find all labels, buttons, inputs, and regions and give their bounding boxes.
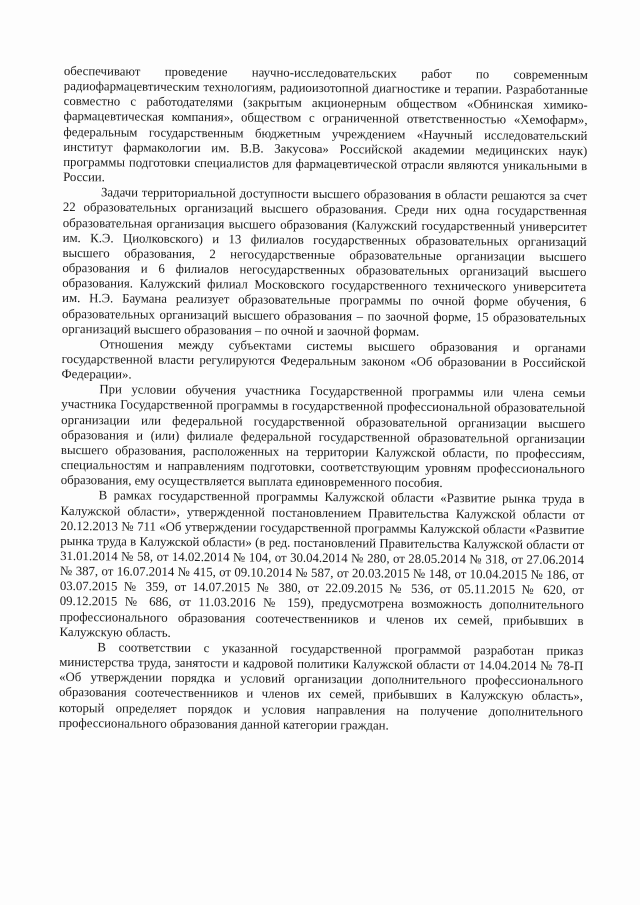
paragraph-territorial-access: Задачи территориальной доступности высшего образования в области решаются за счет 22 образовательных организаций высшего образования. Среди них одна государственная образовательная организация высшего образования (Калужский государственный университет им. К.Э. Циолковского) и 13 филиалов государственных образовательных организаций высшего образования, 2 негосударственные образовательные организации высшего образования и 6 филиалов негосударственных образовательных организаций высшего образования. Калужский филиал Московского государственного технического университета им. Н.Э. Баумана реализует образовательные программы по очной форме обучения, 6 образовательных организаций высшего образования – по заочной форме, 15 образовательных организаций высшего образования – по очной и заочной формам.	[61, 185, 588, 339]
paragraph-federal-law: Отношения между субъектами системы высшего образования и органами государственной власти регулируются Федеральным законом «Об образовании в Российской Федерации».	[61, 337, 586, 382]
document-body	[59, 64, 588, 735]
paragraph-lump-sum-benefit: При условии обучения участника Государственной программы или члена семьи участника Государственной программы в государственной профессиональной образовательной организации или федеральной государственной образовательной организации высшего образования и (или) филиале федеральной государственной образовательной организации высшего образования, расположенных на территории Калужской области, по профессиям, специальностям и направлениям подготовки, соответствующим уровням профессионального образования, ему осуществляется выплата единовременного пособия.	[60, 382, 586, 491]
paragraph-pharma-programs: обеспечивают проведение научно-исследовательских работ по современным радиофармацевтическим технологиям, радиоизотопной диагностике и терапии. Разработанные совместно с работодателями (закрытым акционерным обществом «Обнинская химико-фармацевтическая компания», обществом с ограниченной ответственностью «Хемофарм», федеральным государственным бюджетным учреждением «Научный исследовательский институт фармакологии им. В.В. Закусова» Российской академии медицинских наук) программы подготовки специалистов для фармацевтической отрасли являются уникальными в России.	[63, 64, 588, 185]
paragraph-labor-market-program: В рамках государственной программы Калужской области «Развитие рынка труда в Калужской области», утвержденной постановлением Правительства Калужской области от 20.12.2013 № 711 «Об утверждении государственной программы Калужской области «Развитие рынка труда в Калужской области» (в ред. постановлений Правительства Калужской области от 31.01.2014 № 58, от 14.02.2014 № 104, от 30.04.2014 № 280, от 28.05.2014 № 318, от 27.06.2014 № 387, от 16.07.2014 № 415, от 09.10.2014 № 587, от 20.03.2015 № 148, от 10.04.2015 № 186, от 03.07.2015 № 359, от 14.07.2015 № 380, от 22.09.2015 № 536, от 05.11.2015 № 620, от 09.12.2015 № 686, от 11.03.2016 № 159), предусмотрена возможность дополнительного профессионального образования соотечественников и членов их семей, прибывших в Калужскую область.	[59, 488, 585, 640]
paragraph-ministry-order: В соответствии с указанной государственной программой разработан приказ министерства труда, занятости и кадровой политики Калужской области от 14.04.2014 № 78-П «Об утверждении порядка и условий организации дополнительного профессионального образования соотечественников и членов их семей, прибывших в Калужскую область», который определяет порядок и условия направления на получение дополнительного профессионального образования данной категории граждан.	[58, 640, 584, 733]
